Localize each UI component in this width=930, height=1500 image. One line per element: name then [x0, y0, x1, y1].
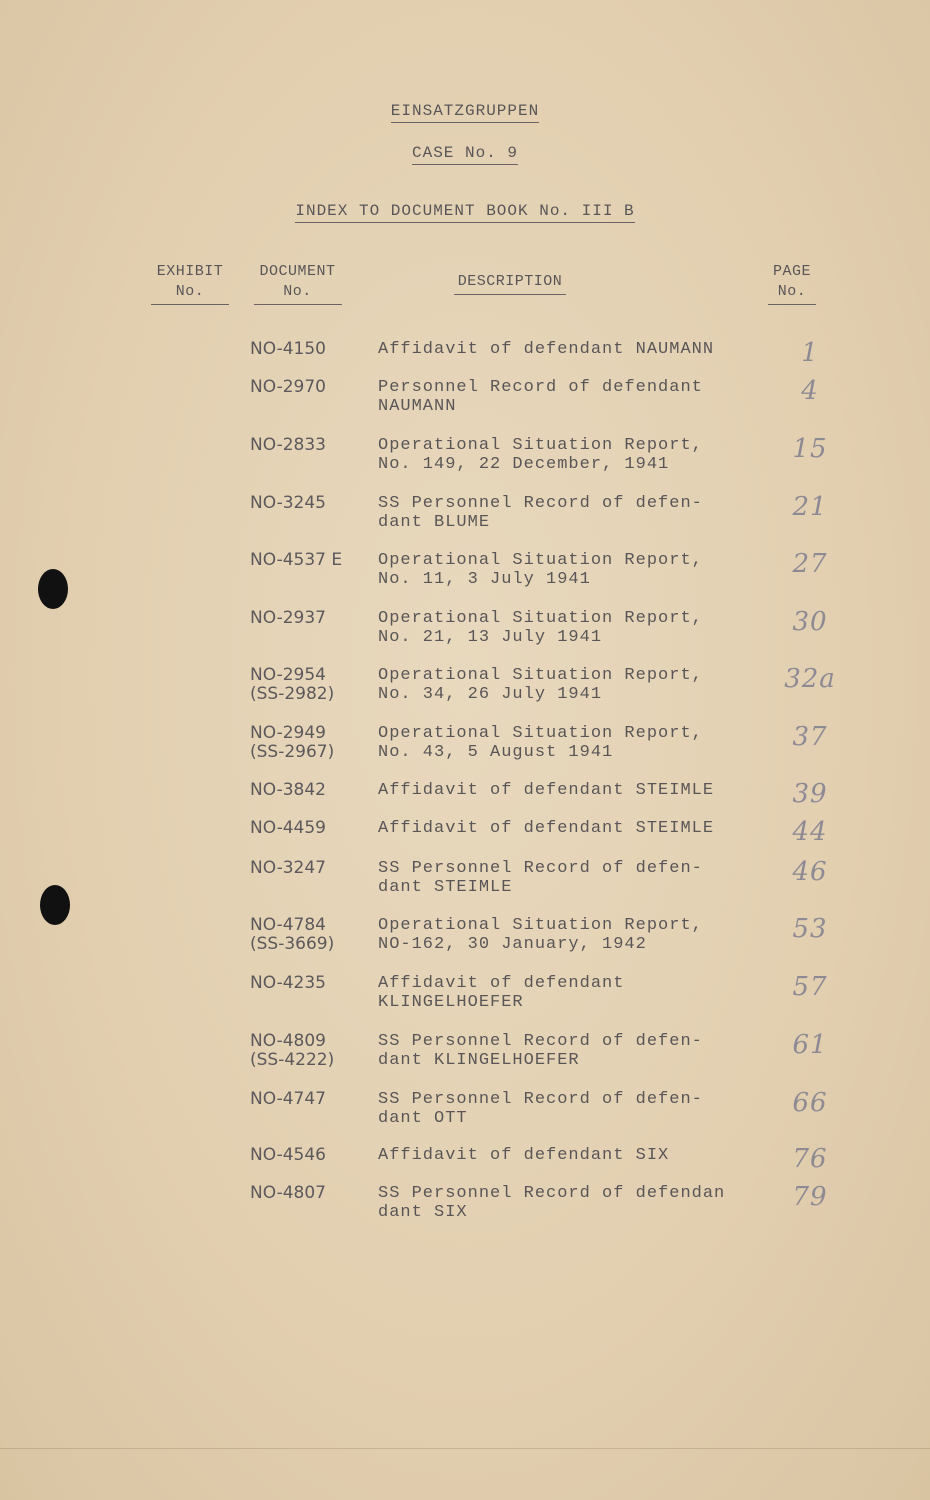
- document-number: NO-2833: [250, 435, 326, 455]
- document-number: NO-2949 (SS-2967): [250, 723, 335, 762]
- column-header-page: [760, 262, 824, 305]
- document-number: NO-3245: [250, 493, 326, 513]
- page-number: 30: [792, 607, 828, 637]
- description: Operational Situation Report, No. 34, 26 July 1941: [378, 666, 703, 704]
- description: SS Personnel Record of defen- dant STEIMLE: [378, 859, 703, 897]
- header-index: [0, 202, 930, 220]
- document-number: NO-4784 (SS-3669): [250, 915, 335, 954]
- document-number: NO-4537 E: [250, 550, 343, 570]
- column-header-description: [420, 272, 600, 295]
- description: Operational Situation Report, NO-162, 30 January, 1942: [378, 916, 703, 954]
- page-number: 46: [792, 857, 828, 887]
- document-number: NO-4235: [250, 973, 326, 993]
- page-number: 4: [801, 376, 819, 406]
- description: SS Personnel Record of defen- dant KLINGELHOEFER: [378, 1032, 703, 1070]
- header-case-text: CASE No. 9: [412, 144, 518, 165]
- column-header-exhibit-line1: EXHIBIT: [156, 263, 224, 280]
- column-header-exhibit-line2: No.: [151, 282, 229, 305]
- page-number: 66: [792, 1088, 828, 1118]
- page-number: 57: [792, 972, 828, 1002]
- description: Affidavit of defendant STEIMLE: [378, 819, 715, 838]
- document-number: NO-4807: [250, 1183, 326, 1203]
- column-header-description-text: DESCRIPTION: [454, 272, 567, 295]
- document-number: NO-3247: [250, 858, 326, 878]
- page-number: 76: [792, 1144, 828, 1174]
- column-header-exhibit: [145, 262, 235, 305]
- description: Personnel Record of defendant NAUMANN: [378, 378, 703, 416]
- page-number: 1: [801, 338, 819, 368]
- document-number: NO-2970: [250, 377, 326, 397]
- description: Affidavit of defendant NAUMANN: [378, 340, 715, 359]
- description: Affidavit of defendant SIX: [378, 1146, 670, 1165]
- header-title-text: EINSATZGRUPPEN: [391, 102, 539, 123]
- header-index-text: INDEX TO DOCUMENT BOOK No. III B: [295, 202, 634, 223]
- column-header-page-line1: PAGE: [772, 263, 811, 280]
- description: SS Personnel Record of defendan dant SIX: [378, 1184, 726, 1222]
- description: Operational Situation Report, No. 43, 5 August 1941: [378, 724, 703, 762]
- document-number: NO-4747: [250, 1089, 326, 1109]
- document-number: NO-4459: [250, 818, 326, 838]
- page-number: 21: [792, 492, 828, 522]
- page-number: 15: [792, 434, 828, 464]
- description: Affidavit of defendant STEIMLE: [378, 781, 715, 800]
- header-case: [0, 144, 930, 162]
- description: Operational Situation Report, No. 149, 22 December, 1941: [378, 436, 703, 474]
- document-number: NO-2937: [250, 608, 326, 628]
- document-number: NO-4546: [250, 1145, 326, 1165]
- column-header-document-line1: DOCUMENT: [259, 263, 336, 280]
- description: SS Personnel Record of defen- dant OTT: [378, 1090, 703, 1128]
- document-number: NO-2954 (SS-2982): [250, 665, 335, 704]
- page-number: 44: [792, 817, 828, 847]
- page-number: 39: [792, 779, 828, 809]
- header-title: [0, 102, 930, 120]
- column-header-document: [245, 262, 350, 305]
- bottom-edge-line: [0, 1448, 930, 1449]
- description: Operational Situation Report, No. 11, 3 July 1941: [378, 551, 703, 589]
- page-number: 53: [792, 914, 828, 944]
- page-number: 79: [792, 1182, 828, 1212]
- punch-hole-top: [38, 569, 68, 609]
- column-header-page-line2: No.: [768, 282, 816, 305]
- punch-hole-bottom: [40, 885, 70, 925]
- page-number: 61: [792, 1030, 828, 1060]
- page-number: 27: [792, 549, 828, 579]
- description: Affidavit of defendant KLINGELHOEFER: [378, 974, 625, 1012]
- page-number: 37: [792, 722, 828, 752]
- document-number: NO-4150: [250, 339, 326, 359]
- description: SS Personnel Record of defen- dant BLUME: [378, 494, 703, 532]
- page-number: 32a: [784, 664, 836, 694]
- column-header-document-line2: No.: [254, 282, 342, 305]
- document-number: NO-3842: [250, 780, 326, 800]
- document-number: NO-4809 (SS-4222): [250, 1031, 335, 1070]
- description: Operational Situation Report, No. 21, 13 July 1941: [378, 609, 703, 647]
